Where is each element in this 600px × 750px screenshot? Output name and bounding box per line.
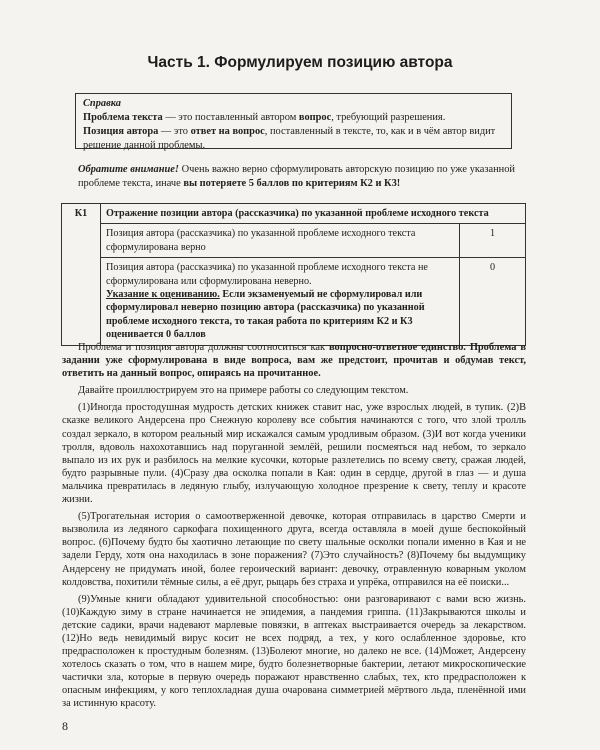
reference-text: — это поставленный автором — [162, 112, 299, 123]
criteria-row-score: 1 — [460, 224, 526, 258]
reference-heading: Справка — [83, 98, 121, 109]
reference-line-problem — [83, 111, 504, 125]
reference-box — [75, 93, 512, 149]
criteria-row-text: Позиция автора (рассказчика) по указанной проблеме исходного текста сформулирована верно — [101, 224, 460, 258]
criteria-row — [62, 224, 526, 258]
body-text — [62, 341, 526, 715]
criteria-row-score: 0 — [460, 258, 526, 345]
indication-text: Если экзаменуемый не сформулировал или сформулировал неверно позицию автора (рассказчика) по указанной проблеме исходного текста, то такая работа по критериям К2 и К3 оценивается 0 баллов — [106, 289, 425, 341]
reference-text: , требующий разрешения. — [331, 112, 446, 123]
indication-label: Указание к оцениванию. — [106, 289, 220, 301]
paragraph: (9)Умные книги обладают удивительной способностью: они разговаривают с вами всю жизнь. (10)Каждую зиму в стране начинается не эпидемия, а пандемия гриппа. (11)Закрываются школы и детские садики, врачи надевают марлевые повязки, в аптеках выстраивается очередь за лекарством. (12)Но ведь невидимый вирус косит не всех подряд, а тех, у кого ослабленное здоровье, кто предрасположен к простудным болезням. (13)Болеют многие, но далеко не все. (14)Может, Андерсену хотелось сказать о том, что в нашем мире, будто болезнетворные бактерии, летают микроскопические частички зла, которые в первую очередь поражают нравственно слабых, тех, кто предрасположен к опасным инфекциям, у кого теплохладная душа очарована симметрией мёртвого льда, пленённой ими за истинную красоту. — [62, 593, 526, 710]
reference-text: , поставленный в тексте, то, как и в чём автор видит решение данной проблемы. — [83, 126, 496, 151]
criteria-row-text — [101, 258, 460, 345]
attention-note — [78, 163, 515, 191]
criteria-table — [61, 203, 526, 346]
criteria-header: Отражение позиции автора (рассказчика) по указанной проблеме исходного текста — [101, 204, 526, 224]
note-bold: вы потеряете 5 баллов по критериям К2 и К3! — [183, 178, 401, 189]
paragraph — [62, 341, 526, 380]
criteria-header-row — [62, 204, 526, 224]
page-number: 8 — [62, 719, 68, 733]
term-position: Позиция автора — [83, 126, 159, 137]
paragraph-bold: вопросно-ответное единство. Проблема в задании уже сформулирована в виде вопроса, вам же предстоит, прочитав и обдумав текст, ответить на данный вопрос, опираясь на прочитанное. — [62, 342, 526, 380]
paragraph-text: Проблема и позиция автора должны соотноситься как — [78, 342, 329, 353]
paragraph: (1)Иногда простодушная мудрость детских книжек ставит нас, уже взрослых людей, в тупик. (2)В сказке великого Андерсена про Снежную королеву все события начинаются с того, что злой тролль создал зеркало, в котором реальный мир искажался самым уродливым образом. (3)И вот когда ученики тролля, вдоволь нахохотавшись над поруганной землёй, решили посмеяться над небом, то зеркало выпало из их рук и разбилось на мелкие кусочки, которые разлетелись по всему свету, сражая людей, будто разрывные пули. (4)Сразу два осколка попали в Кая: один в сердце, другой в глаз — и душа мальчика превратилась в ледяную глыбу, излучающую холодное презрение к свету, теплу и красоте жизни. — [62, 402, 526, 506]
reference-line-position — [83, 125, 504, 153]
page-title: Часть 1. Формулируем позицию автора — [147, 54, 453, 71]
criteria-code: К1 — [62, 204, 101, 346]
reference-text: — это — [158, 126, 191, 137]
attention-label: Обратите внимание! — [78, 164, 179, 175]
paragraph: Давайте проиллюстрируем это на примере работы со следующим текстом. — [78, 385, 409, 397]
reference-bold: ответ на вопрос — [190, 126, 265, 137]
criteria-row — [62, 258, 526, 345]
reference-bold: вопрос — [298, 112, 332, 123]
note-text: Очень важно верно сформулировать авторскую позицию по уже указанной проблеме текста, иначе — [78, 164, 515, 189]
criteria-row2-desc: Позиция автора (рассказчика) по указанной проблеме исходного текста не сформулирована или сформулирована неверно. — [106, 262, 428, 287]
term-problem: Проблема текста — [83, 112, 163, 123]
paragraph: (5)Трогательная история о самоотверженной девочке, которая отправилась в царство Смерти и вызволила из ледяного саркофага похищенного друга, всегда оставляла в моей душе беспокойный вопрос. (6)Почему будто бы хаотично летающие по свету шальные осколки попали именно в Кая и не задели Герду, хотя она находилась в зоне поражения? (7)Это случайность? (8)Почему бы выдумщику Андерсену не придумать иной, более героический вариант: девочку, отравленную коварным уколом колдовства, похитили тёмные силы, а её друг, рыцарь без страха и упрёка, отправился на её поиски... — [62, 511, 526, 588]
